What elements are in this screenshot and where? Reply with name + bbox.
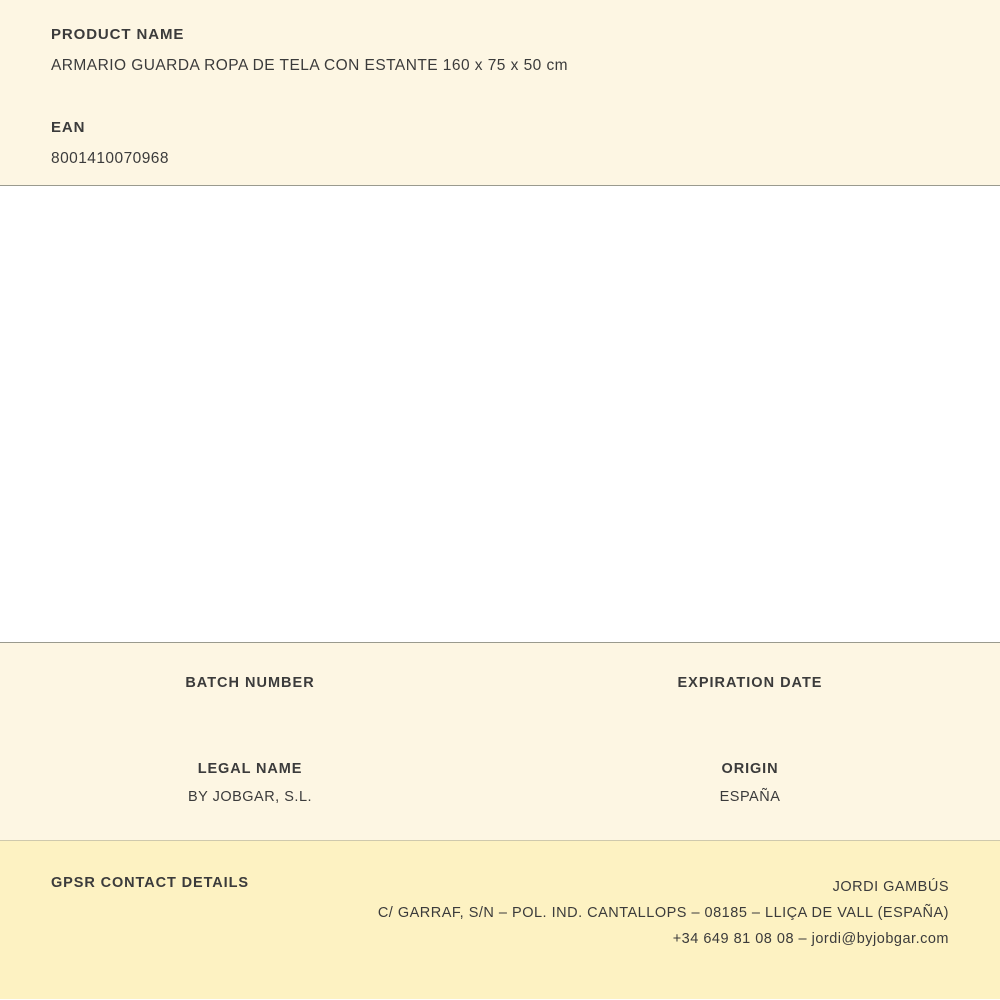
batch-details-section (0, 643, 1000, 841)
batch-number-column (0, 675, 500, 717)
product-info-section (0, 0, 1000, 186)
ean-label: EAN (51, 119, 86, 136)
origin-value: ESPAÑA (719, 789, 781, 805)
product-image-area (0, 186, 1000, 643)
legal-name-value: BY JOBGAR, S.L. (187, 789, 313, 805)
gpsr-contact-title: GPSR CONTACT DETAILS (51, 875, 249, 891)
origin-label: ORIGIN (721, 761, 779, 777)
product-name-field (51, 26, 950, 75)
ean-value: 8001410070968 (51, 150, 169, 167)
gpsr-contact-name: JORDI GAMBÚS (832, 879, 949, 895)
batch-row (0, 643, 1000, 717)
batch-number-label: BATCH NUMBER (185, 675, 315, 691)
legal-name-label: LEGAL NAME (197, 761, 303, 777)
ean-field (51, 119, 950, 168)
gpsr-contact-phone-email: +34 649 81 08 08 – jordi@byjobgar.com (672, 931, 949, 947)
expiration-date-label: EXPIRATION DATE (677, 675, 823, 691)
gpsr-contact-section (0, 841, 1000, 999)
legal-row (0, 717, 1000, 805)
expiration-date-value (500, 703, 1000, 717)
product-name-label: PRODUCT NAME (51, 26, 185, 43)
origin-column (500, 761, 1000, 805)
expiration-date-column (500, 675, 1000, 717)
product-name-value: ARMARIO GUARDA ROPA DE TELA CON ESTANTE 160 x 75 x 50 cm (51, 57, 569, 74)
legal-name-column (0, 761, 500, 805)
batch-number-value (0, 703, 500, 717)
gpsr-contact-address: C/ GARRAF, S/N – POL. IND. CANTALLOPS – 08185 – LLIÇA DE VALL (ESPAÑA) (377, 905, 949, 921)
